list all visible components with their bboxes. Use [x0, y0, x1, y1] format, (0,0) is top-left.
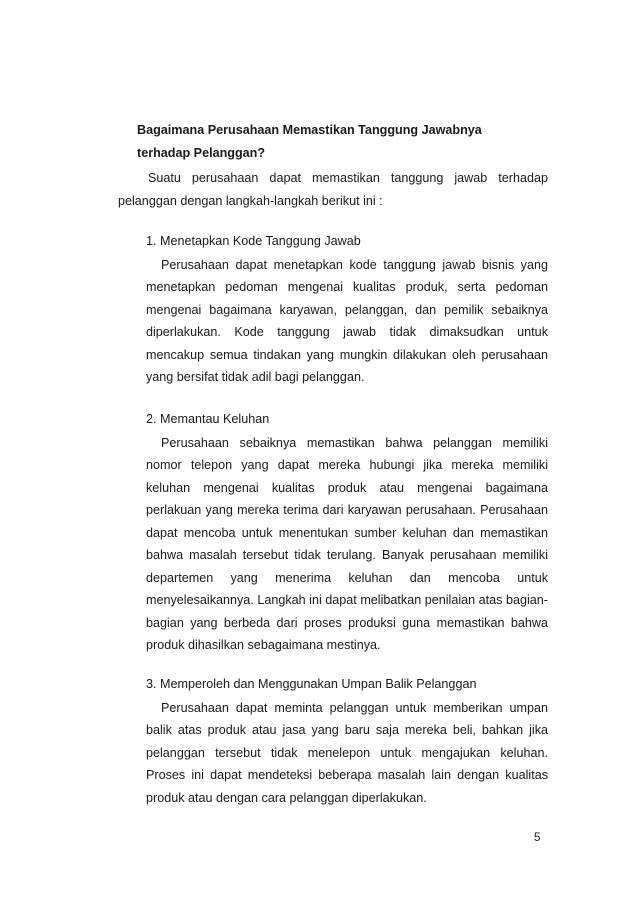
section-heading	[137, 119, 557, 164]
step-body-1: Perusahaan dapat menetapkan kode tanggung jawab bisnis yang menetapkan pedoman mengenai kualitas produk, serta pedoman mengenai bagaimana karyawan, pelanggan, dan pemilik sebaiknya diperlakukan. Kode tanggung jawab tidak dimaksudkan untuk mencakup semua tindakan yang mungkin dilakukan oleh perusahaan yang bersifat tidak adil bagi pelanggan.	[146, 257, 548, 384]
step-body-2: Perusahaan sebaiknya memastikan bahwa pelanggan memiliki nomor telepon yang dapat mereka hubungi jika mereka memiliki keluhan mengenai kualitas produk atau mengenai bagaimana perlakuan yang mereka terima dari karyawan perusahaan. Perusahaan dapat mencoba untuk menentukan sumber keluhan dan memastikan bahwa masalah tersebut tidak terulang. Banyak perusahaan memiliki departemen yang menerima keluhan dan mencoba untuk menyelesaikannya. Langkah ini dapat melibatkan penilaian atas bagian-bagian yang berbeda dari proses produksi guna memastikan bahwa produk dihasilkan sebagaimana mestinya.	[146, 435, 548, 652]
step-section-3	[146, 673, 548, 809]
step-title-1: 1. Menetapkan Kode Tanggung Jawab	[146, 234, 361, 248]
step-body-3: Perusahaan dapat meminta pelanggan untuk memberikan umpan balik atas produk atau jasa yang baru saja mereka beli, bahkan jika pelanggan tersebut tidak menelepon untuk mengajukan keluhan. Proses ini dapat mendeteksi beberapa masalah lain dengan kualitas produk atau dengan cara pelanggan diperlakukan.	[146, 700, 548, 805]
page-number: 5	[534, 832, 541, 844]
heading-line-1: Bagaimana Perusahaan Memastikan Tanggung Jawabnya	[137, 123, 482, 137]
intro-paragraph: Suatu perusahaan dapat memastikan tanggung jawab terhadap pelanggan dengan langkah-langkah berikut ini :	[118, 171, 548, 208]
step-title-2: 2. Memantau Keluhan	[146, 412, 270, 426]
step-section-2	[146, 408, 548, 657]
heading-line-2: terhadap Pelanggan?	[137, 145, 266, 160]
step-section-1	[146, 230, 548, 389]
step-title-3: 3. Memperoleh dan Menggunakan Umpan Balik Pelanggan	[146, 677, 477, 691]
